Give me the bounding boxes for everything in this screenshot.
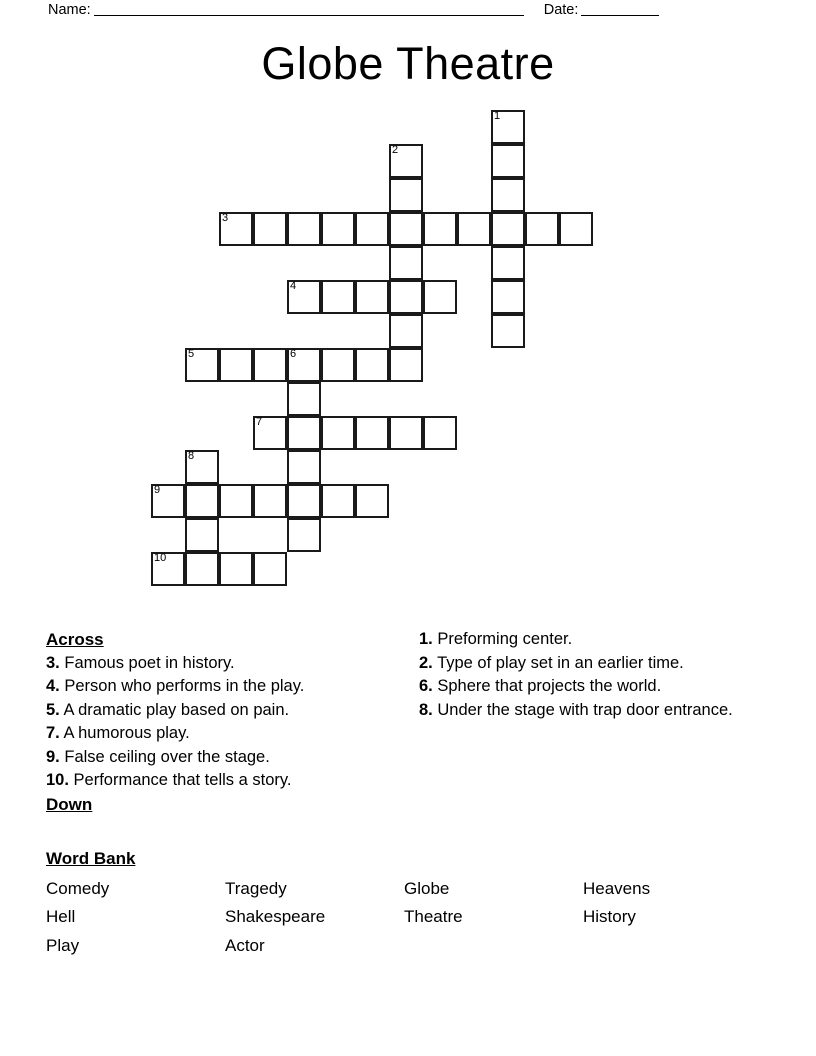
cell-number: 3 xyxy=(222,212,229,224)
crossword-cell[interactable] xyxy=(389,314,423,348)
clue-number: 5. xyxy=(46,700,60,719)
clue-list xyxy=(46,628,770,833)
clue-down-2[interactable] xyxy=(419,652,770,676)
word-bank-word: Shakespeare xyxy=(225,907,326,926)
cell-number: 4 xyxy=(290,280,297,292)
crossword-cell[interactable] xyxy=(219,212,253,246)
clue-text: Person who performs in the play. xyxy=(64,677,305,695)
name-label: Name: xyxy=(48,2,91,18)
word-bank-word: Tragedy xyxy=(225,878,287,898)
crossword-cell[interactable] xyxy=(321,280,355,314)
clue-number: 6. xyxy=(419,677,433,695)
clue-text: A humorous play. xyxy=(63,724,190,742)
clue-text: Type of play set in an earlier time. xyxy=(437,653,684,672)
crossword-cell[interactable] xyxy=(423,416,457,450)
crossword-cell[interactable] xyxy=(185,552,219,586)
crossword-cell[interactable] xyxy=(525,212,559,246)
clue-text: Famous poet in history. xyxy=(64,653,235,672)
clue-text: Performance that tells a story. xyxy=(73,771,292,789)
date-label: Date: xyxy=(543,2,579,18)
crossword-cell[interactable] xyxy=(253,552,287,586)
crossword-cell[interactable] xyxy=(491,110,525,144)
clue-across-7[interactable] xyxy=(46,722,397,746)
crossword-cell[interactable] xyxy=(253,484,287,518)
crossword-cell[interactable] xyxy=(219,348,253,382)
crossword-cell[interactable] xyxy=(355,416,389,450)
word-bank-word: Play xyxy=(46,935,80,955)
clue-across-5[interactable] xyxy=(46,699,397,723)
clue-down-8[interactable] xyxy=(419,699,770,723)
crossword-cell[interactable] xyxy=(321,348,355,382)
clue-down-1[interactable] xyxy=(419,628,770,652)
word-bank-word: Theatre xyxy=(404,907,463,926)
cell-number: 5 xyxy=(188,348,195,360)
crossword-cell[interactable] xyxy=(491,280,525,314)
crossword-cell[interactable] xyxy=(151,484,185,518)
clue-number: 7. xyxy=(46,724,60,742)
word-bank-word: Hell xyxy=(46,907,76,926)
clue-down-6[interactable] xyxy=(419,675,770,699)
word-bank-row xyxy=(46,875,770,904)
page-title: Globe Theatre xyxy=(261,38,555,89)
name-date-line xyxy=(0,0,816,26)
clue-text: False ceiling over the stage. xyxy=(64,747,270,766)
clue-text: Preforming center. xyxy=(437,630,573,648)
crossword-cell[interactable] xyxy=(491,314,525,348)
clue-across-9[interactable] xyxy=(46,746,397,770)
clue-across-10[interactable] xyxy=(46,769,397,793)
clue-text: Sphere that projects the world. xyxy=(437,677,662,695)
crossword-cell[interactable] xyxy=(321,416,355,450)
crossword-cell[interactable] xyxy=(287,382,321,416)
crossword-cell[interactable] xyxy=(219,484,253,518)
word-bank-word xyxy=(404,932,583,961)
word-bank-word: Comedy xyxy=(46,878,110,898)
crossword-cell[interactable] xyxy=(287,416,321,450)
crossword-cell[interactable] xyxy=(151,552,185,586)
crossword-cell[interactable] xyxy=(185,518,219,552)
crossword-cell[interactable] xyxy=(287,212,321,246)
name-blank-line[interactable] xyxy=(94,2,524,16)
crossword-cell[interactable] xyxy=(355,348,389,382)
crossword-cell[interactable] xyxy=(389,348,423,382)
word-bank-word: Actor xyxy=(225,935,265,955)
clue-number: 1. xyxy=(419,630,433,648)
clue-number: 10. xyxy=(46,771,69,789)
word-bank-row xyxy=(46,932,770,961)
date-blank-line[interactable] xyxy=(581,2,659,16)
crossword-cell[interactable] xyxy=(355,212,389,246)
crossword-cell[interactable] xyxy=(321,212,355,246)
crossword-cell[interactable] xyxy=(423,280,457,314)
crossword-cell[interactable] xyxy=(321,484,355,518)
word-bank-word: Heavens xyxy=(583,878,651,898)
crossword-cell[interactable] xyxy=(389,178,423,212)
word-bank-row xyxy=(46,903,770,932)
clue-text: A dramatic play based on pain. xyxy=(63,700,290,719)
crossword-cell[interactable] xyxy=(253,416,287,450)
crossword-cell[interactable] xyxy=(389,416,423,450)
cell-number: 6 xyxy=(290,348,297,360)
crossword-cell[interactable] xyxy=(491,144,525,178)
across-heading: Across xyxy=(46,630,104,649)
crossword-cell[interactable] xyxy=(389,144,423,178)
cell-number: 7 xyxy=(256,416,263,428)
cell-number: 9 xyxy=(154,484,161,496)
crossword-cell[interactable] xyxy=(287,348,321,382)
crossword-cell[interactable] xyxy=(389,246,423,280)
cell-number: 2 xyxy=(392,144,399,156)
clue-text: Under the stage with trap door entrance. xyxy=(437,700,733,719)
word-bank xyxy=(46,845,770,960)
crossword-cell[interactable] xyxy=(491,212,525,246)
crossword-cell[interactable] xyxy=(559,212,593,246)
word-bank-heading: Word Bank xyxy=(46,849,136,868)
crossword-cell[interactable] xyxy=(253,348,287,382)
clue-number: 2. xyxy=(419,653,433,672)
crossword-cell[interactable] xyxy=(253,212,287,246)
clue-number: 9. xyxy=(46,747,60,766)
word-bank-word: History xyxy=(583,907,636,926)
clue-across-3[interactable] xyxy=(46,652,397,676)
crossword-cell[interactable] xyxy=(389,212,423,246)
crossword-cell[interactable] xyxy=(287,518,321,552)
crossword-cell[interactable] xyxy=(355,280,389,314)
clue-number: 4. xyxy=(46,677,60,695)
crossword-cell[interactable] xyxy=(423,212,457,246)
crossword-cell[interactable] xyxy=(287,450,321,484)
crossword-cell[interactable] xyxy=(185,450,219,484)
cell-number: 10 xyxy=(154,552,167,564)
crossword-cell[interactable] xyxy=(287,484,321,518)
word-bank-word: Globe xyxy=(404,878,450,898)
word-bank-word xyxy=(583,932,762,961)
cell-number: 8 xyxy=(188,450,195,462)
cell-number: 1 xyxy=(494,110,501,122)
crossword-cell[interactable] xyxy=(389,280,423,314)
clue-number: 8. xyxy=(419,700,433,719)
crossword-cell[interactable] xyxy=(219,552,253,586)
crossword-cell[interactable] xyxy=(185,348,219,382)
clue-number: 3. xyxy=(46,653,60,672)
crossword-cell[interactable] xyxy=(491,178,525,212)
crossword-cell[interactable] xyxy=(491,246,525,280)
clue-across-4[interactable] xyxy=(46,675,397,699)
crossword-cell[interactable] xyxy=(287,280,321,314)
crossword-cell[interactable] xyxy=(355,484,389,518)
crossword-cell[interactable] xyxy=(185,484,219,518)
down-heading: Down xyxy=(46,794,93,814)
crossword-cell[interactable] xyxy=(457,212,491,246)
